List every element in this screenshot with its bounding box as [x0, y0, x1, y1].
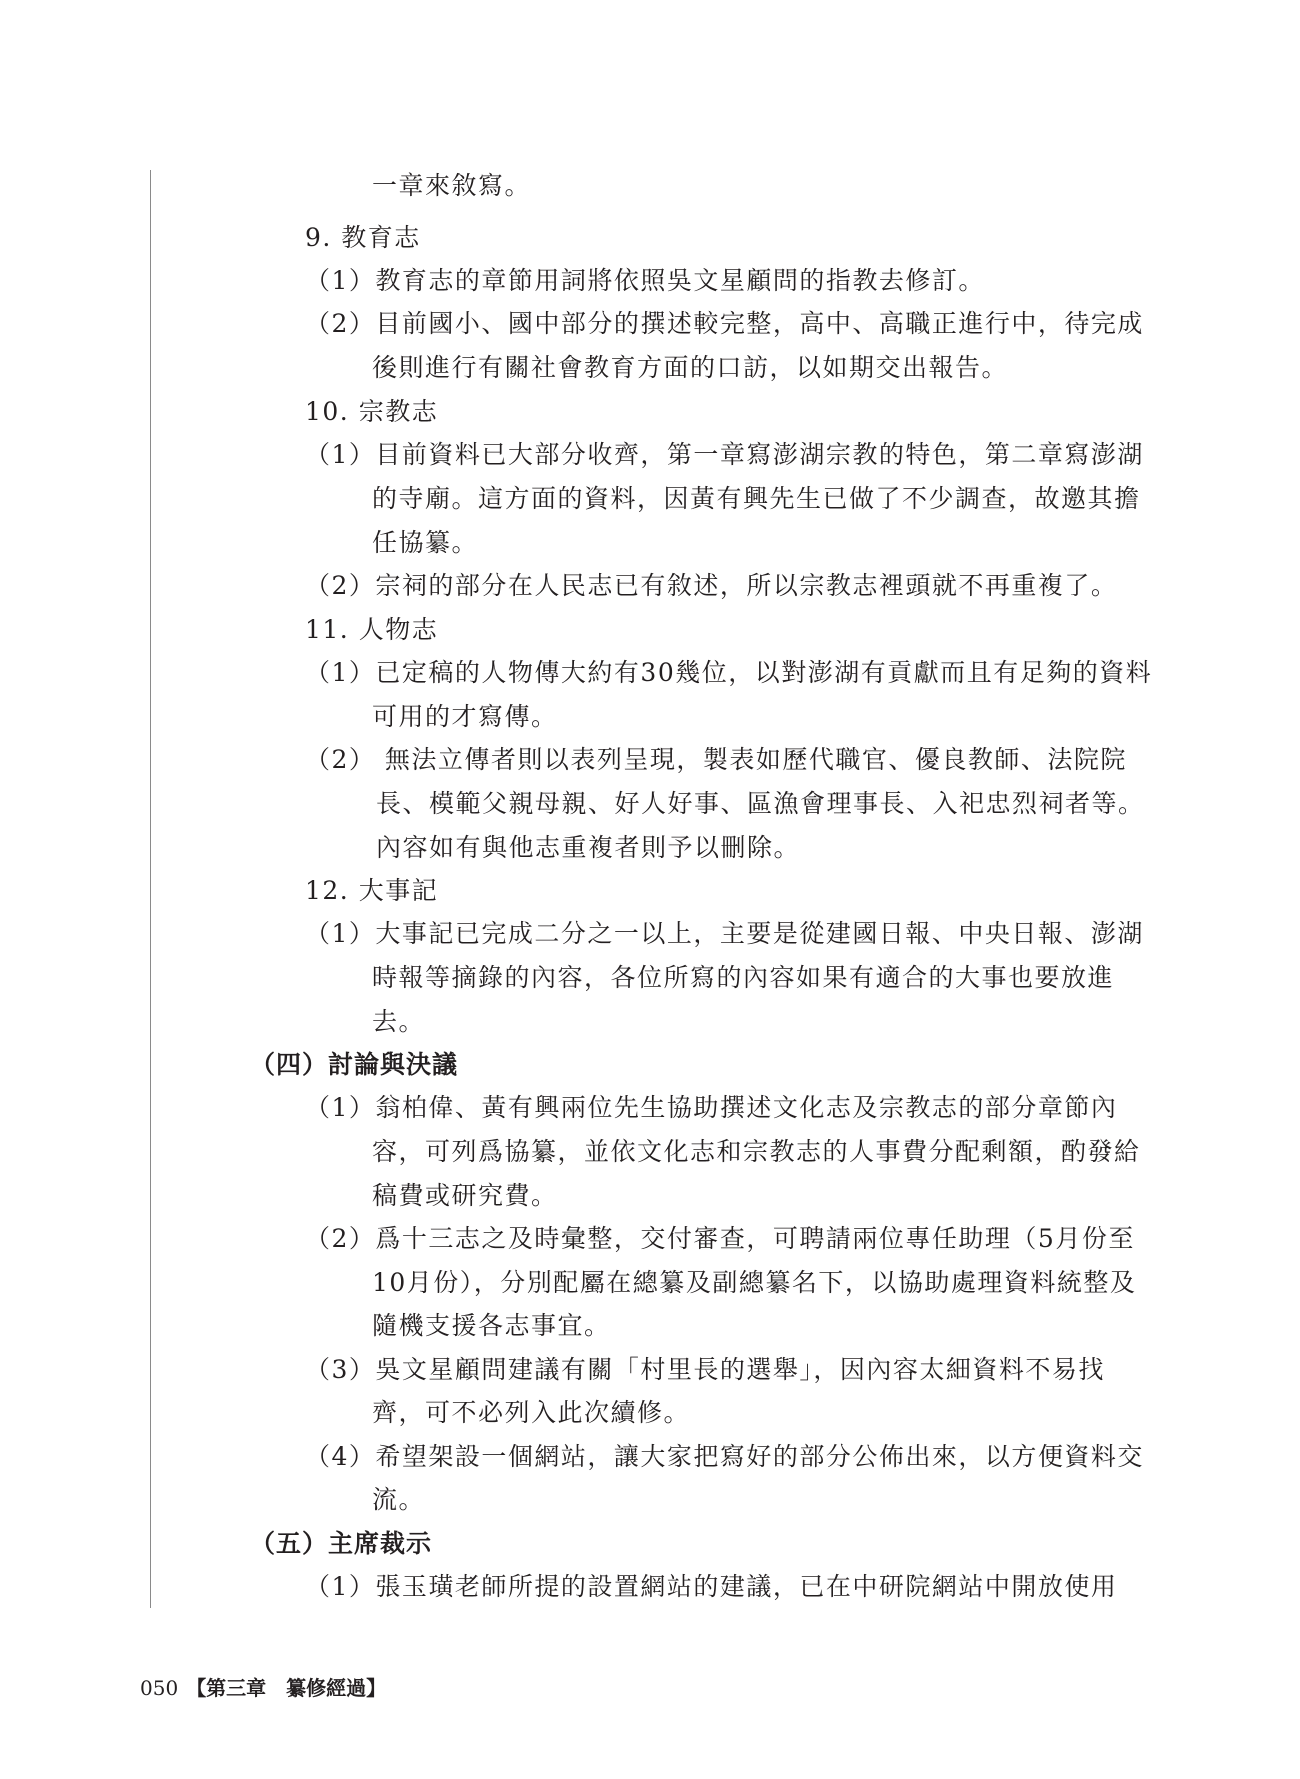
list-item: （2）目前國小、國中部分的撰述較完整，高中、高職正進行中，待完成: [305, 309, 1144, 338]
list-item-continuation: 可用的才寫傳。: [372, 702, 558, 731]
margin-rule: [150, 170, 151, 1608]
list-item-continuation: 齊，可不必列入此次續修。: [372, 1398, 691, 1427]
list-item: （1）目前資料已大部分收齊，第一章寫澎湖宗教的特色，第二章寫澎湖: [305, 440, 1144, 469]
list-item: （3）吳文星顧問建議有關「村里長的選舉」，因內容太細資料不易找: [305, 1355, 1105, 1384]
section-heading: 11. 人物志: [305, 615, 439, 644]
subsection-heading-discussion: （四）討論與決議: [250, 1050, 459, 1079]
list-item-continuation: 容，可列爲協纂，並依文化志和宗教志的人事費分配剩額，酌發給: [372, 1137, 1141, 1166]
page-number: 050: [140, 1676, 179, 1700]
list-item-continuation: 隨機支援各志事宜。: [372, 1311, 611, 1340]
list-item-continuation: 的寺廟。這方面的資料，因黃有興先生已做了不少調查，故邀其擔: [372, 484, 1141, 513]
list-item-continuation: 任協纂。: [372, 528, 479, 557]
list-item: （1）張玉璜老師所提的設置網站的建議，已在中研院網站中開放使用: [305, 1572, 1118, 1601]
list-item-continuation: 後則進行有關社會教育方面的口訪，以如期交出報告。: [372, 353, 1009, 382]
list-item-continuation: 10月份），分別配屬在總纂及副總纂名下，以協助處理資料統整及: [372, 1268, 1137, 1297]
list-item-continuation: 內容如有與他志重複者則予以刪除。: [376, 833, 801, 862]
text-line: 一章來敘寫。: [372, 171, 532, 200]
list-item: （4）希望架設一個網站，讓大家把寫好的部分公佈出來，以方便資料交: [305, 1442, 1144, 1471]
list-item: （1）大事記已完成二分之一以上，主要是從建國日報、中央日報、澎湖: [305, 919, 1144, 948]
section-heading: 12. 大事記: [305, 876, 439, 905]
list-item-continuation: 去。: [372, 1007, 426, 1036]
list-item-continuation: 長、模範父親母親、好人好事、區漁會理事長、入祀忠烈祠者等。: [376, 789, 1145, 818]
list-item-continuation: 流。: [372, 1485, 426, 1514]
list-item: （1）教育志的章節用詞將依照吳文星顧問的指教去修訂。: [305, 266, 985, 295]
list-item: （2） 無法立傳者則以表列呈現，製表如歷代職官、優良教師、法院院: [305, 745, 1127, 774]
list-item: （1）已定稿的人物傳大約有30幾位，以對澎湖有貢獻而且有足夠的資料: [305, 658, 1153, 687]
list-item-continuation: 時報等摘錄的內容，各位所寫的內容如果有適合的大事也要放進: [372, 963, 1115, 992]
chapter-title: 【第三章 纂修經過】: [186, 1676, 387, 1700]
section-heading: 9. 教育志: [305, 223, 421, 252]
list-item-continuation: 稿費或研究費。: [372, 1181, 558, 1210]
list-item: （2）爲十三志之及時彙整，交付審查，可聘請兩位專任助理（5月份至: [305, 1224, 1135, 1253]
page-footer: [140, 1673, 386, 1703]
section-heading: 10. 宗教志: [305, 397, 439, 426]
list-item: （2）宗祠的部分在人民志已有敘述，所以宗教志裡頭就不再重複了。: [305, 571, 1118, 600]
list-item: （1）翁柏偉、黃有興兩位先生協助撰述文化志及宗教志的部分章節內: [305, 1093, 1118, 1122]
subsection-heading-chair-instructions: （五）主席裁示: [250, 1529, 433, 1558]
